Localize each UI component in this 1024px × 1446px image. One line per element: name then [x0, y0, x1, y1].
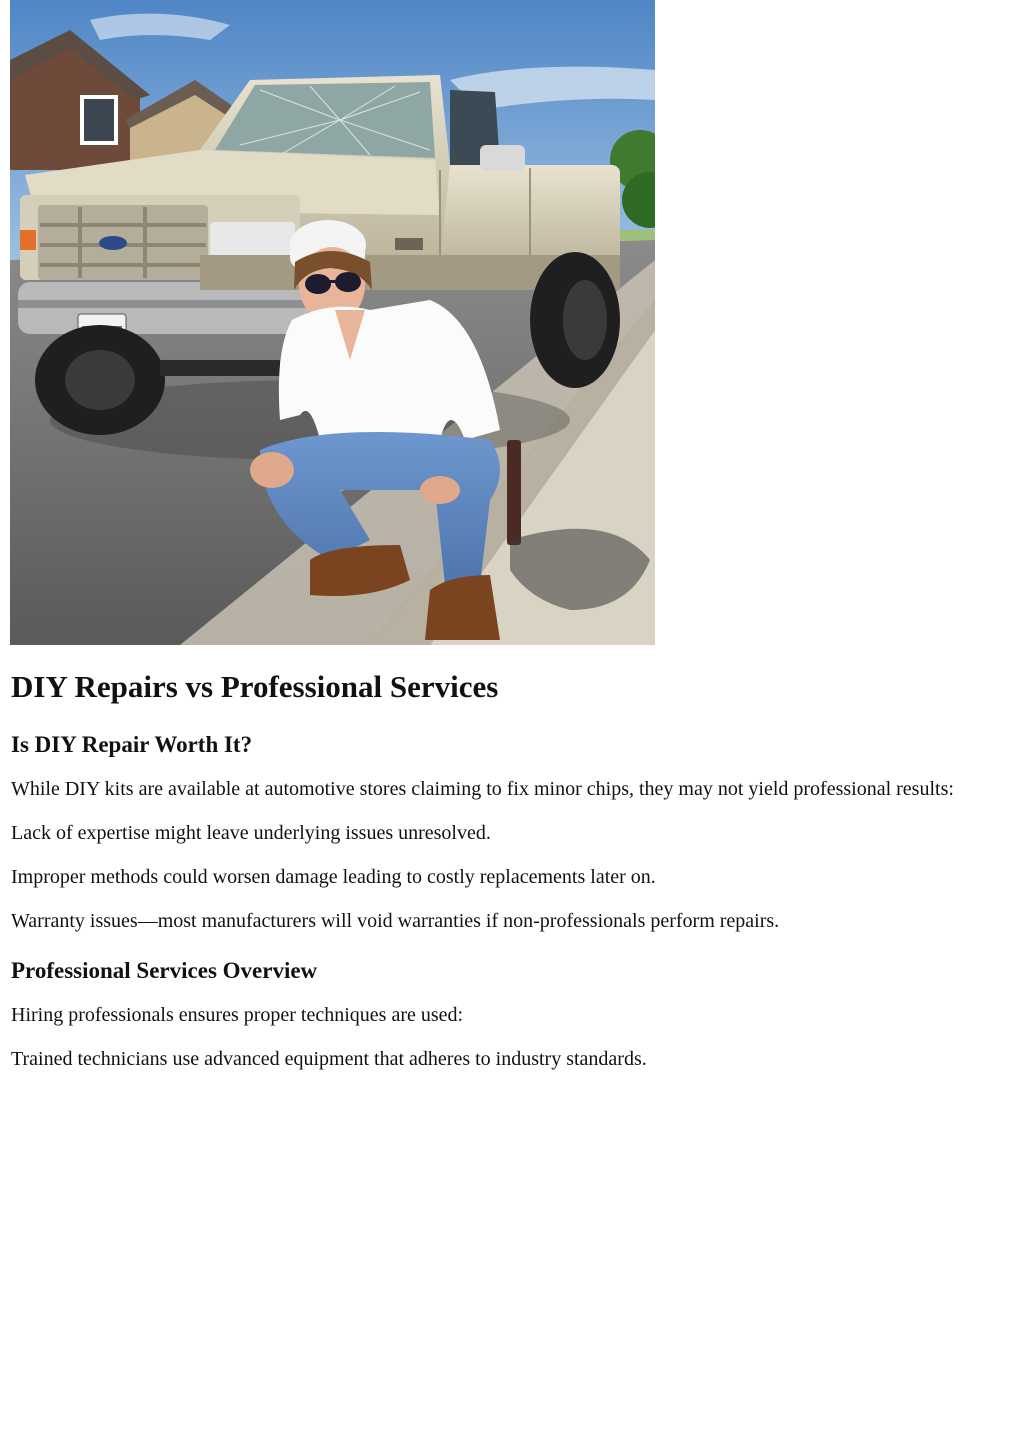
article-title: DIY Repairs vs Professional Services — [11, 669, 499, 704]
article-content — [11, 668, 1011, 1071]
section-heading-diy: Is DIY Repair Worth It? — [11, 732, 253, 757]
section-intro-professional: Hiring professionals ensures proper techniques are used: — [11, 1004, 464, 1026]
truck-photo — [10, 0, 655, 645]
list-item: Lack of expertise might leave underlying issues unresolved. — [11, 822, 491, 844]
list-item: Trained technicians use advanced equipment that adheres to industry standards. — [11, 1048, 647, 1070]
list-item: Warranty issues—most manufacturers will void warranties if non-professionals perform repairs. — [11, 910, 780, 932]
article-hero-image — [10, 0, 655, 645]
section-heading-professional: Professional Services Overview — [11, 958, 318, 983]
section-intro-diy: While DIY kits are available at automotive stores claiming to fix minor chips, they may not yield professional results: — [11, 778, 954, 800]
list-item: Improper methods could worsen damage leading to costly replacements later on. — [11, 866, 656, 888]
